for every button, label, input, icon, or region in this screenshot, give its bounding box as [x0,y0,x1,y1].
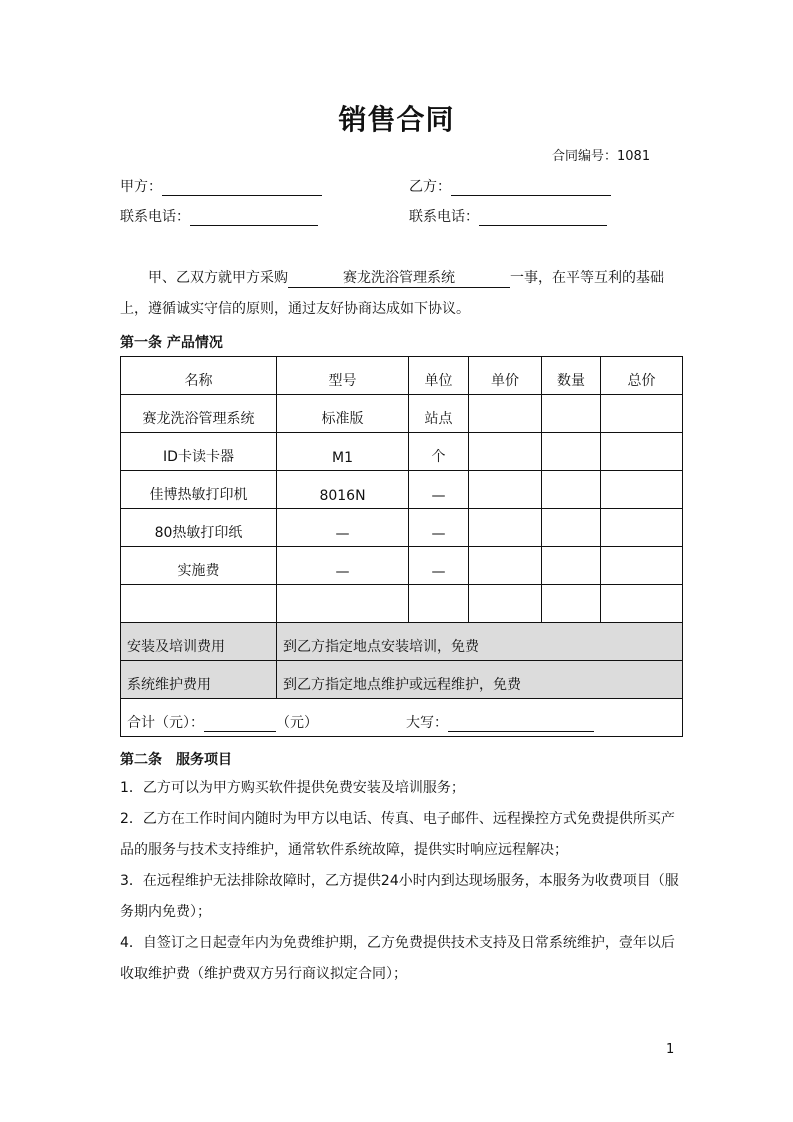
cell-name: 80热敏打印纸 [121,509,277,547]
article-1-title: 第一条 产品情况 [120,335,223,351]
maintenance-fee-row [121,661,683,699]
service-item-3: 3．在远程维护无法排除故障时，乙方提供24小时内到达现场服务，本服务为收费项目（服务期内免费）； [120,873,679,920]
cell-total[interactable] [601,509,683,547]
header-total: 总价 [601,357,683,395]
cell-total[interactable] [601,395,683,433]
cell-total[interactable] [601,433,683,471]
document-title: 销售合同 [338,103,455,136]
intro-paragraph [120,263,676,325]
cell-total[interactable] [601,585,683,623]
cell-price[interactable] [469,433,542,471]
table-row [121,471,683,509]
maintenance-fee-label: 系统维护费用 [121,661,277,699]
party-a-label: 甲方： [120,179,162,195]
party-a-row [120,176,322,196]
cell-name: 佳博热敏打印机 [121,471,277,509]
contract-number: 合同编号：1081 [552,149,651,164]
table-row [121,585,683,623]
table-row [121,395,683,433]
cell-price[interactable] [469,509,542,547]
cell-quantity[interactable] [542,395,601,433]
cell-unit: — [409,509,469,547]
install-fee-value: 到乙方指定地点安装培训，免费 [277,623,683,661]
party-a-field[interactable] [162,179,322,196]
cell-total[interactable] [601,471,683,509]
cell-name: 赛龙洗浴管理系统 [121,395,277,433]
header-quantity: 数量 [542,357,601,395]
service-item-2: 2．乙方在工作时间内随时为甲方以电话、传真、电子邮件、远程操控方式免费提供所买产品的服务与技术支持维护，通常软件系统故障，提供实时响应远程解决； [120,811,675,858]
intro-after: 一事，在平等互利的基础上，遵循诚实守信的原则，通过友好协商达成如下协议。 [120,270,664,317]
intro-product: 赛龙洗浴管理系统 [288,269,510,288]
service-item-1: 1．乙方可以为甲方购买软件提供免费安装及培训服务； [120,780,465,796]
party-a-phone-row [120,206,318,226]
cell-quantity[interactable] [542,547,601,585]
caps-label: 大写： [406,715,448,731]
caps-amount-field[interactable] [448,715,594,732]
cell-quantity[interactable] [542,585,601,623]
party-b-phone-label: 联系电话： [409,209,479,225]
table-row [121,509,683,547]
article-2-title: 第二条 服务项目 [120,752,232,768]
cell-model: — [277,547,409,585]
service-item-4: 4．自签订之日起壹年内为免费维护期，乙方免费提供技术支持及日常系统维护，壹年以后收取维护费（维护费双方另行商议拟定合同）； [120,935,675,982]
total-amount-field[interactable] [204,715,276,732]
cell-unit[interactable] [409,585,469,623]
table-row [121,547,683,585]
intro-before: 甲、乙双方就甲方采购 [148,270,288,286]
cell-unit: — [409,471,469,509]
cell-total[interactable] [601,547,683,585]
cell-quantity[interactable] [542,433,601,471]
party-b-field[interactable] [451,179,611,196]
table-header-row [121,357,683,395]
cell-model: — [277,509,409,547]
maintenance-fee-value: 到乙方指定地点维护或远程维护，免费 [277,661,683,699]
cell-quantity[interactable] [542,509,601,547]
total-label: 合计（元）： [127,715,204,731]
cell-unit: 个 [409,433,469,471]
party-b-phone-row [409,206,607,226]
cell-name[interactable] [121,585,277,623]
party-b-row [409,176,611,196]
install-fee-label: 安装及培训费用 [121,623,277,661]
party-a-phone-label: 联系电话： [120,209,190,225]
header-name: 名称 [121,357,277,395]
product-table [120,356,683,737]
party-b-label: 乙方： [409,179,451,195]
cell-quantity[interactable] [542,471,601,509]
install-fee-row [121,623,683,661]
header-model: 型号 [277,357,409,395]
table-row [121,433,683,471]
cell-model: M1 [277,433,409,471]
cell-model[interactable] [277,585,409,623]
header-unit: 单位 [409,357,469,395]
header-price: 单价 [469,357,542,395]
cell-price[interactable] [469,395,542,433]
party-a-phone-field[interactable] [190,209,318,226]
cell-price[interactable] [469,471,542,509]
cell-name: ID卡读卡器 [121,433,277,471]
total-cell [121,699,683,737]
cell-unit: 站点 [409,395,469,433]
total-row [121,699,683,737]
cell-price[interactable] [469,547,542,585]
page-number: 1 [666,1042,675,1057]
cell-model: 8016N [277,471,409,509]
party-b-phone-field[interactable] [479,209,607,226]
cell-unit: — [409,547,469,585]
cell-model: 标准版 [277,395,409,433]
cell-name: 实施费 [121,547,277,585]
cell-price[interactable] [469,585,542,623]
total-unit: （元） [276,715,318,731]
